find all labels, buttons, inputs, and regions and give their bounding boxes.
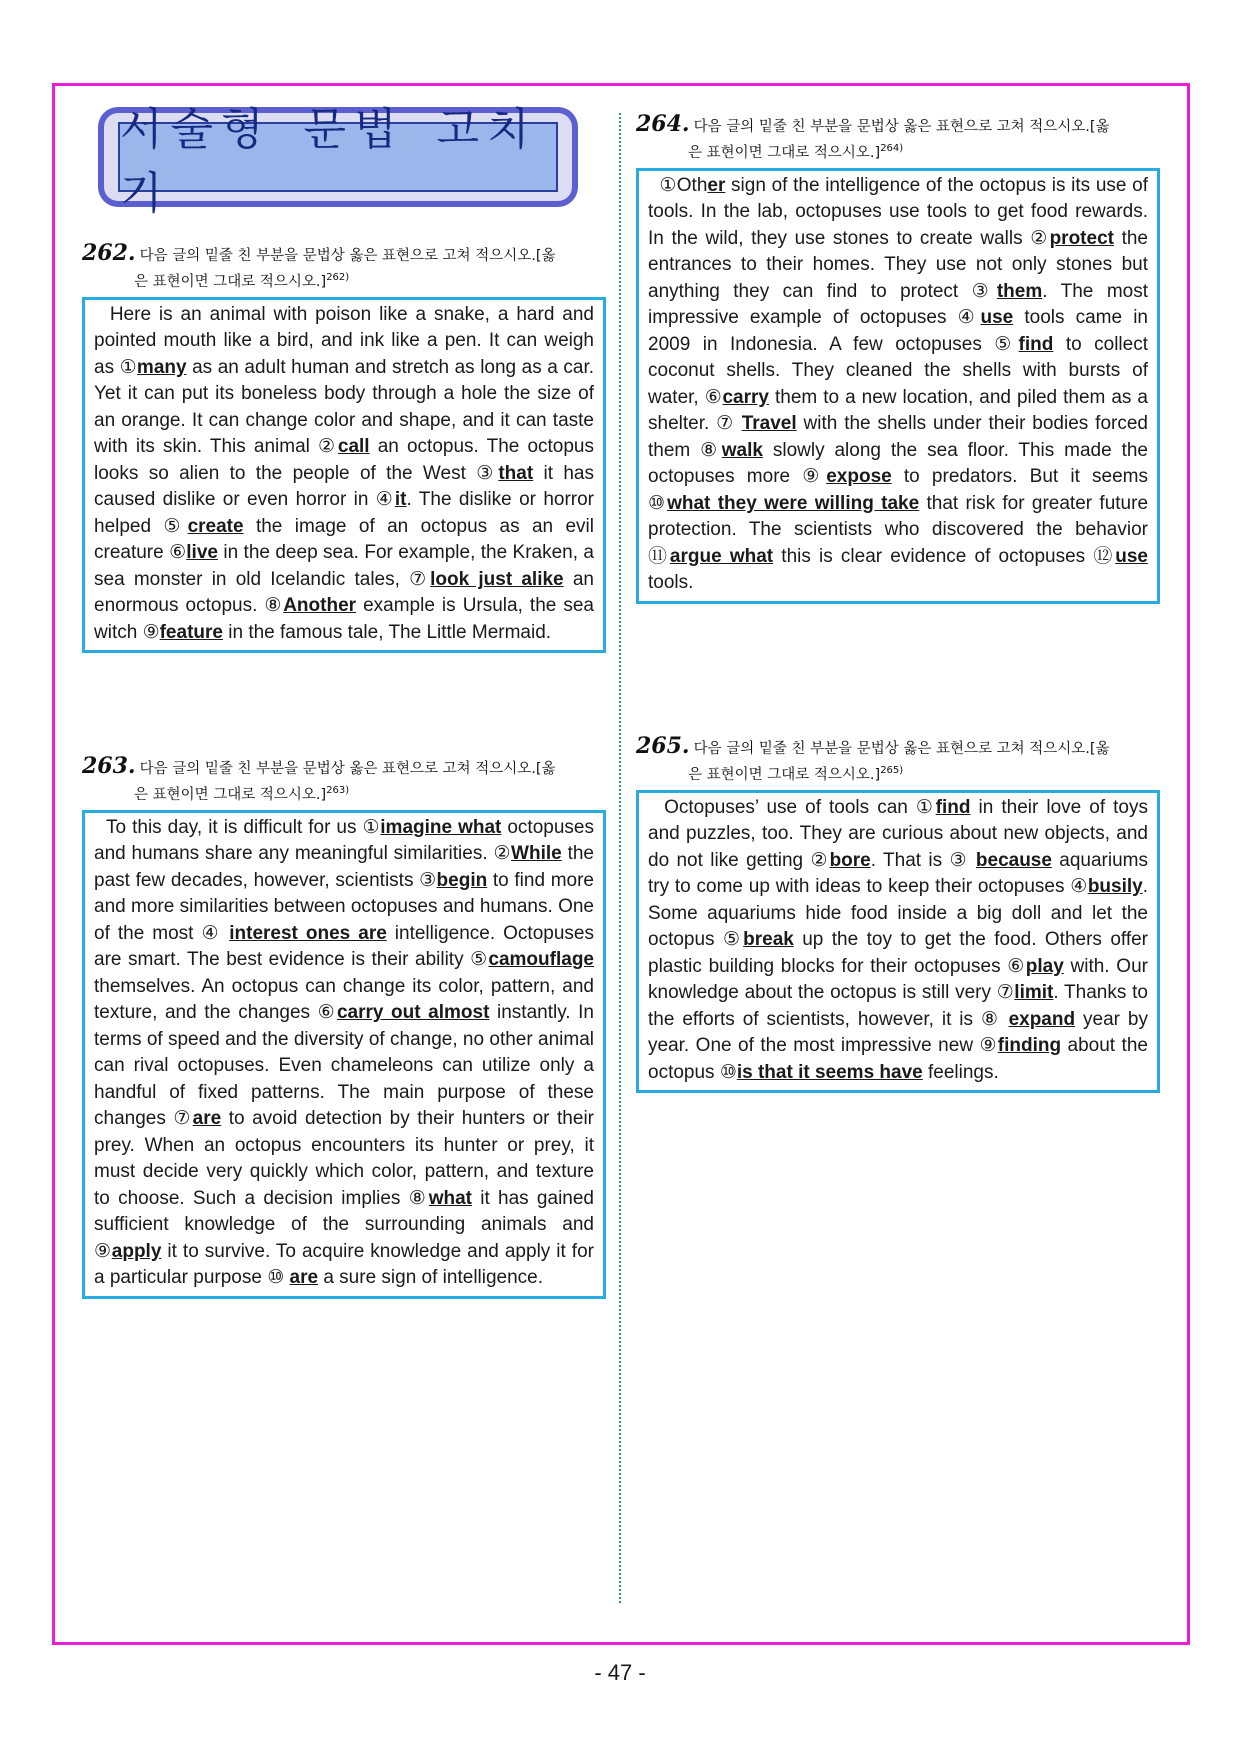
footnote-ref: 265) bbox=[880, 765, 904, 776]
question-instruction: 다음 글의 밑줄 친 부분을 문법상 옳은 표현으로 고쳐 적으시오.[옳 bbox=[139, 248, 556, 264]
underlined-blank: are bbox=[289, 1267, 319, 1289]
question-264 bbox=[636, 111, 1160, 604]
passage-box: Here is an animal with poison like a snake, a hard and pointed mouth like a bird, and ink like a pen. It can weigh as ①many as an adult human and stretch as long as a car. Yet it can put its boneless body through a hole the size of an orange. It can change color and shape, and it can taste with its skin. This animal ②call an octopus. The octopus looks so alien to the people of the West ③that it has caused dislike or even horror in ④it. The dislike or horror helped ⑤create the image of an octopus as an evil creature ⑥live in the deep sea. For example, the Kraken, a sea monster in old Icelandic tales, ⑦look just alike an enormous octopus. ⑧Another example is Ursula, the sea witch ⑨feature in the famous tale, The Little Mermaid. bbox=[82, 297, 606, 654]
passage-box: Octopuses’ use of tools can ①find in their love of toys and puzzles, too. They are curious about new objects, and do not like getting ②bore. That is ③ because aquariums try to come up with ideas to keep their octopuses ④busily. Some aquariums hide food inside a big doll and let the octopus ⑤break up the toy to get the food. Others offer plastic building blocks for their octopuses ⑥play with. Our knowledge about the octopus is still very ⑦limit. Thanks to the efforts of scientists, however, it is ⑧ expand year by year. One of the most impressive new ⑨finding about the octopus ⑩is that it seems have feelings. bbox=[636, 790, 1160, 1094]
footnote-ref: 262) bbox=[326, 272, 350, 283]
question-number: 262. bbox=[82, 240, 136, 266]
underlined-blank: limit bbox=[1014, 982, 1054, 1004]
underlined-blank: look just alike bbox=[430, 568, 564, 590]
question-263 bbox=[82, 753, 606, 1299]
question-header: 265. 다음 글의 밑줄 친 부분을 문법상 옳은 표현으로 고쳐 적으시오.[옳 은 표현이면 그대로 적으시오.]$^{265)}$ bbox=[636, 733, 1110, 783]
underlined-blank: create bbox=[187, 515, 244, 537]
underlined-blank: While bbox=[511, 843, 562, 865]
underlined-blank: find bbox=[1018, 333, 1054, 355]
question-instruction: 다음 글의 밑줄 친 부분을 문법상 옳은 표현으로 고쳐 적으시오.[옳 bbox=[693, 741, 1110, 757]
underlined-blank: is that it seems have bbox=[736, 1061, 923, 1083]
underlined-blank: play bbox=[1025, 955, 1064, 977]
underlined-blank: er bbox=[707, 174, 726, 196]
question-262 bbox=[82, 240, 606, 653]
underlined-blank: find bbox=[935, 796, 971, 818]
underlined-blank: apply bbox=[111, 1240, 162, 1262]
passage-box: ①Other sign of the intelligence of the octopus is its use of tools. In the lab, octopuses use tools to get food rewards. In the wild, they use stones to create walls ②protect the entrances to their homes. They use not only stones but anything they can find to protect ③them. The most impressive example of octopuses ④use tools came in 2009 in Indonesia. A few octopuses ⑤find to collect coconut shells. They cleaned the shells with bursts of water, ⑥carry them to a new location, and piled them as a shelter. ⑦ Travel with the shells under their bodies forced them ⑧walk slowly along the sea floor. This made the octopuses more ⑨expose to predators. But it seems ⑩what they were willing take that risk for greater future protection. The scientists who discovered the behavior ⑪argue what this is clear evidence of octopuses ⑫use tools. bbox=[636, 168, 1160, 604]
passage-box: To this day, it is difficult for us ①imagine what octopuses and humans share any meaningful similarities. ②While the past few decades, however, scientists ③begin to find more and more similarities between octopuses and humans. One of the most ④ interest ones are intelligence. Octopuses are smart. The best evidence is their ability ⑤camouflage themselves. An octopus can change its color, pattern, and texture, and the changes ⑥carry out almost instantly. In terms of speed and the diversity of change, no other animal can rival octopuses. Even chameleons can utilize only a handful of fixed patterns. The main purpose of these changes ⑦are to avoid detection by their hunters or their prey. When an octopus encounters its hunter or prey, it must decide very quickly which color, pattern, and texture to choose. Such a decision implies ⑧what it has gained sufficient knowledge of the surrounding animals and ⑨apply it to survive. To acquire knowledge and apply it for a particular purpose ⑩ are a sure sign of intelligence. bbox=[82, 810, 606, 1299]
question-number: 263. bbox=[82, 753, 136, 779]
question-instruction: 다음 글의 밑줄 친 부분을 문법상 옳은 표현으로 고쳐 적으시오.[옳 bbox=[693, 119, 1110, 135]
underlined-blank: what they were willing take bbox=[667, 492, 920, 514]
underlined-blank: feature bbox=[159, 621, 223, 643]
underlined-blank: walk bbox=[721, 439, 763, 461]
underlined-blank: protect bbox=[1049, 227, 1114, 249]
underlined-blank: Travel bbox=[741, 413, 797, 435]
underlined-blank: use bbox=[1115, 545, 1148, 567]
column-divider bbox=[619, 113, 621, 1603]
underlined-blank: expose bbox=[826, 466, 892, 488]
footnote-ref: 264) bbox=[880, 143, 904, 154]
underlined-blank: break bbox=[743, 929, 794, 951]
footnote-ref: 263) bbox=[326, 785, 350, 796]
question-header: 263. 다음 글의 밑줄 친 부분을 문법상 옳은 표현으로 고쳐 적으시오.[옳 은 표현이면 그대로 적으시오.]$^{263)}$ bbox=[82, 753, 556, 803]
underlined-blank: many bbox=[136, 356, 187, 378]
underlined-blank: bore bbox=[829, 849, 871, 871]
underlined-blank: interest ones are bbox=[229, 922, 387, 944]
underlined-blank: carry bbox=[722, 386, 769, 408]
underlined-blank: begin bbox=[436, 869, 488, 891]
page-title: 서술형 문법 고치기 bbox=[118, 122, 558, 192]
underlined-blank: because bbox=[975, 849, 1052, 871]
underlined-blank: live bbox=[186, 542, 218, 564]
underlined-blank: it bbox=[394, 489, 407, 511]
underlined-blank: finding bbox=[997, 1035, 1062, 1057]
underlined-blank: expand bbox=[1008, 1008, 1076, 1030]
question-265 bbox=[636, 733, 1160, 1093]
question-header: 262. 다음 글의 밑줄 친 부분을 문법상 옳은 표현으로 고쳐 적으시오.[옳 은 표현이면 그대로 적으시오.]$^{262)}$ bbox=[82, 240, 556, 290]
underlined-blank: carry out almost bbox=[336, 1002, 490, 1024]
question-number: 264. bbox=[636, 111, 690, 137]
page-number: - 47 - bbox=[594, 1660, 646, 1685]
underlined-blank: are bbox=[192, 1108, 222, 1130]
underlined-blank: that bbox=[498, 462, 534, 484]
question-header: 264. 다음 글의 밑줄 친 부분을 문법상 옳은 표현으로 고쳐 적으시오.[옳 은 표현이면 그대로 적으시오.]$^{264)}$ bbox=[636, 111, 1110, 161]
underlined-blank: busily bbox=[1087, 876, 1143, 898]
question-instruction: 다음 글의 밑줄 친 부분을 문법상 옳은 표현으로 고쳐 적으시오.[옳 bbox=[139, 761, 556, 777]
underlined-blank: use bbox=[980, 307, 1014, 329]
underlined-blank: what bbox=[428, 1187, 472, 1209]
underlined-blank: them bbox=[996, 280, 1043, 302]
underlined-blank: imagine what bbox=[380, 816, 502, 838]
question-number: 265. bbox=[636, 733, 690, 759]
title-banner bbox=[98, 104, 578, 219]
underlined-blank: camouflage bbox=[488, 949, 594, 971]
underlined-blank: argue what bbox=[669, 545, 774, 567]
underlined-blank: call bbox=[337, 436, 370, 458]
underlined-blank: Another bbox=[283, 595, 357, 617]
